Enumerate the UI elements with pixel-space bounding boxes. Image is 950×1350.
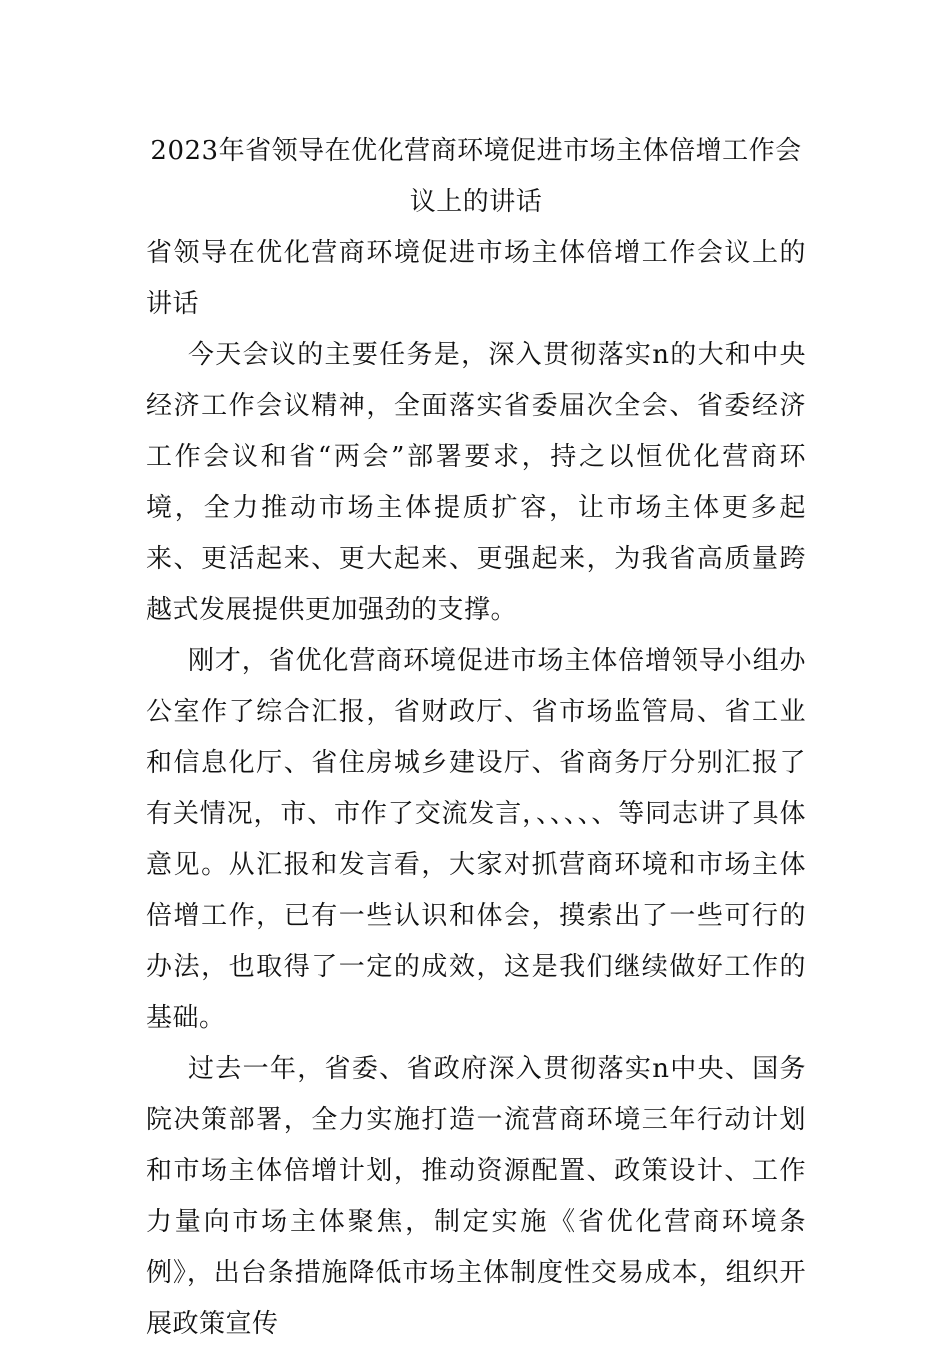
paragraph-1: 今天会议的主要任务是，深入贯彻落实n的大和中央经济工作会议精神，全面落实省委届次全会、省委经济工作会议和省“两会”部署要求，持之以恒优化营商环境，全力推动市场主体提质扩容，让市场主体更多起来、更活起来、更大起来、更强起来，为我省高质量跨越式发展提供更加强劲的支撑。: [146, 340, 806, 625]
paragraph-2: 刚才，省优化营商环境促进市场主体倍增领导小组办公室作了综合汇报，省财政厅、省市场监管局、省工业和信息化厅、省住房城乡建设厅、省商务厅分别汇报了有关情况，市、市作了交流发言，、、、、、等同志讲了具体意见。从汇报和发言看，大家对抓营商环境和市场主体倍增工作，已有一些认识和体会，摸索出了一些可行的办法，也取得了一定的成效，这是我们继续做好工作的基础。: [146, 646, 806, 1033]
document-title: 2023年省领导在优化营商环境促进市场主体倍增工作会议上的讲话: [150, 136, 802, 217]
document-page: [146, 126, 806, 1350]
document-subtitle: 省领导在优化营商环境促进市场主体倍增工作会议上的讲话: [146, 238, 806, 319]
paragraph-3: 过去一年，省委、省政府深入贯彻落实n中央、国务院决策部署，全力实施打造一流营商环境三年行动计划和市场主体倍增计划，推动资源配置、政策设计、工作力量向市场主体聚焦，制定实施《省优化营商环境条例》，出台条措施降低市场主体制度性交易成本，组织开展政策宣传: [146, 1054, 806, 1339]
